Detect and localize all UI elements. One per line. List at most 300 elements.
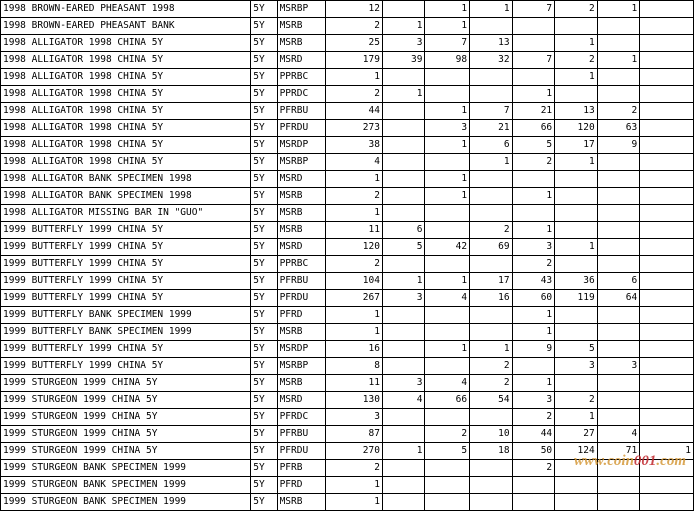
cell-c8[interactable] — [640, 392, 694, 409]
cell-period[interactable]: 5Y — [251, 1, 277, 18]
cell-c6[interactable]: 1 — [555, 154, 598, 171]
cell-c5[interactable]: 43 — [512, 273, 555, 290]
cell-c3[interactable]: 98 — [425, 52, 470, 69]
table-row[interactable] — [1, 222, 694, 239]
cell-c6[interactable]: 124 — [555, 443, 598, 460]
cell-desc[interactable]: 1998 ALLIGATOR BANK SPECIMEN 1998 — [1, 171, 251, 188]
cell-c2[interactable] — [382, 103, 425, 120]
cell-period[interactable]: 5Y — [251, 205, 277, 222]
cell-code[interactable]: PFRDU — [277, 443, 326, 460]
cell-c5[interactable]: 2 — [512, 460, 555, 477]
cell-c7[interactable] — [597, 69, 640, 86]
table-row[interactable] — [1, 273, 694, 290]
cell-c5[interactable]: 1 — [512, 375, 555, 392]
cell-c3[interactable] — [425, 256, 470, 273]
cell-c4[interactable] — [470, 18, 513, 35]
table-row[interactable] — [1, 477, 694, 494]
cell-c5[interactable] — [512, 358, 555, 375]
table-row[interactable] — [1, 35, 694, 52]
cell-c8[interactable] — [640, 120, 694, 137]
cell-code[interactable]: PFRBU — [277, 103, 326, 120]
cell-c7[interactable]: 1 — [597, 1, 640, 18]
table-row[interactable] — [1, 443, 694, 460]
cell-c4[interactable]: 54 — [470, 392, 513, 409]
cell-c3[interactable]: 1 — [425, 1, 470, 18]
cell-c6[interactable] — [555, 324, 598, 341]
table-row[interactable] — [1, 52, 694, 69]
cell-c2[interactable] — [382, 171, 425, 188]
table-row[interactable] — [1, 205, 694, 222]
cell-code[interactable]: MSRB — [277, 35, 326, 52]
cell-c7[interactable]: 9 — [597, 137, 640, 154]
cell-desc[interactable]: 1998 ALLIGATOR 1998 CHINA 5Y — [1, 154, 251, 171]
cell-c2[interactable] — [382, 494, 425, 511]
cell-code[interactable]: MSRD — [277, 171, 326, 188]
cell-c6[interactable]: 5 — [555, 341, 598, 358]
cell-c2[interactable] — [382, 341, 425, 358]
cell-c2[interactable]: 1 — [382, 18, 425, 35]
cell-c2[interactable] — [382, 426, 425, 443]
cell-desc[interactable]: 1999 BUTTERFLY 1999 CHINA 5Y — [1, 341, 251, 358]
cell-c3[interactable]: 4 — [425, 375, 470, 392]
cell-c8[interactable] — [640, 409, 694, 426]
table-row[interactable] — [1, 103, 694, 120]
cell-c2[interactable]: 1 — [382, 273, 425, 290]
cell-c5[interactable]: 1 — [512, 307, 555, 324]
cell-code[interactable]: MSRD — [277, 52, 326, 69]
cell-desc[interactable]: 1999 STURGEON 1999 CHINA 5Y — [1, 443, 251, 460]
table-row[interactable] — [1, 341, 694, 358]
cell-period[interactable]: 5Y — [251, 307, 277, 324]
cell-c2[interactable] — [382, 307, 425, 324]
cell-period[interactable]: 5Y — [251, 103, 277, 120]
cell-c3[interactable] — [425, 222, 470, 239]
cell-c4[interactable] — [470, 171, 513, 188]
cell-desc[interactable]: 1999 BUTTERFLY 1999 CHINA 5Y — [1, 256, 251, 273]
cell-c3[interactable]: 66 — [425, 392, 470, 409]
cell-c6[interactable] — [555, 86, 598, 103]
cell-desc[interactable]: 1998 ALLIGATOR 1998 CHINA 5Y — [1, 69, 251, 86]
cell-c6[interactable]: 27 — [555, 426, 598, 443]
cell-desc[interactable]: 1998 BROWN-EARED PHEASANT BANK — [1, 18, 251, 35]
cell-c6[interactable] — [555, 205, 598, 222]
cell-code[interactable]: PFRB — [277, 460, 326, 477]
cell-c5[interactable]: 2 — [512, 154, 555, 171]
cell-c1[interactable]: 25 — [326, 35, 383, 52]
table-row[interactable] — [1, 307, 694, 324]
cell-c7[interactable] — [597, 375, 640, 392]
cell-c4[interactable] — [470, 69, 513, 86]
cell-c1[interactable]: 1 — [326, 477, 383, 494]
cell-c3[interactable]: 7 — [425, 35, 470, 52]
cell-c3[interactable]: 4 — [425, 290, 470, 307]
cell-c7[interactable] — [597, 341, 640, 358]
cell-desc[interactable]: 1999 BUTTERFLY 1999 CHINA 5Y — [1, 273, 251, 290]
cell-desc[interactable]: 1998 ALLIGATOR 1998 CHINA 5Y — [1, 137, 251, 154]
cell-c5[interactable] — [512, 205, 555, 222]
cell-c8[interactable] — [640, 1, 694, 18]
cell-c1[interactable]: 4 — [326, 154, 383, 171]
cell-desc[interactable]: 1999 STURGEON 1999 CHINA 5Y — [1, 426, 251, 443]
cell-c5[interactable] — [512, 35, 555, 52]
cell-c4[interactable] — [470, 494, 513, 511]
cell-c1[interactable]: 1 — [326, 307, 383, 324]
cell-c4[interactable]: 1 — [470, 154, 513, 171]
cell-c8[interactable] — [640, 69, 694, 86]
cell-c2[interactable] — [382, 324, 425, 341]
cell-c3[interactable]: 1 — [425, 188, 470, 205]
cell-c4[interactable] — [470, 460, 513, 477]
cell-c4[interactable]: 2 — [470, 358, 513, 375]
cell-c6[interactable]: 2 — [555, 1, 598, 18]
cell-desc[interactable]: 1998 ALLIGATOR 1998 CHINA 5Y — [1, 35, 251, 52]
cell-c8[interactable] — [640, 171, 694, 188]
cell-c1[interactable]: 2 — [326, 460, 383, 477]
cell-c1[interactable]: 8 — [326, 358, 383, 375]
cell-c8[interactable] — [640, 307, 694, 324]
cell-c1[interactable]: 1 — [326, 324, 383, 341]
cell-c1[interactable]: 120 — [326, 239, 383, 256]
cell-c4[interactable]: 6 — [470, 137, 513, 154]
cell-period[interactable]: 5Y — [251, 35, 277, 52]
cell-c6[interactable]: 36 — [555, 273, 598, 290]
cell-c6[interactable] — [555, 460, 598, 477]
cell-c8[interactable] — [640, 460, 694, 477]
cell-code[interactable]: PFRBU — [277, 426, 326, 443]
cell-c2[interactable] — [382, 205, 425, 222]
cell-c8[interactable] — [640, 52, 694, 69]
cell-c2[interactable]: 3 — [382, 35, 425, 52]
cell-desc[interactable]: 1999 BUTTERFLY 1999 CHINA 5Y — [1, 290, 251, 307]
cell-c7[interactable] — [597, 188, 640, 205]
cell-code[interactable]: MSRD — [277, 239, 326, 256]
cell-c7[interactable]: 1 — [597, 52, 640, 69]
cell-c1[interactable]: 179 — [326, 52, 383, 69]
cell-c2[interactable] — [382, 358, 425, 375]
cell-code[interactable]: MSRB — [277, 188, 326, 205]
cell-c8[interactable] — [640, 154, 694, 171]
cell-c3[interactable] — [425, 205, 470, 222]
cell-c6[interactable] — [555, 171, 598, 188]
cell-c6[interactable] — [555, 494, 598, 511]
cell-desc[interactable]: 1998 BROWN-EARED PHEASANT 1998 — [1, 1, 251, 18]
cell-period[interactable]: 5Y — [251, 460, 277, 477]
cell-c6[interactable]: 120 — [555, 120, 598, 137]
cell-c1[interactable]: 1 — [326, 171, 383, 188]
cell-c7[interactable] — [597, 154, 640, 171]
cell-c4[interactable]: 69 — [470, 239, 513, 256]
cell-code[interactable]: MSRDP — [277, 341, 326, 358]
cell-c3[interactable]: 2 — [425, 426, 470, 443]
table-row[interactable] — [1, 1, 694, 18]
cell-c8[interactable] — [640, 86, 694, 103]
cell-c4[interactable] — [470, 256, 513, 273]
cell-c2[interactable]: 5 — [382, 239, 425, 256]
cell-period[interactable]: 5Y — [251, 137, 277, 154]
cell-period[interactable]: 5Y — [251, 341, 277, 358]
cell-c3[interactable]: 42 — [425, 239, 470, 256]
cell-c6[interactable]: 1 — [555, 409, 598, 426]
cell-code[interactable]: PFRD — [277, 307, 326, 324]
cell-code[interactable]: PFRDU — [277, 290, 326, 307]
cell-c1[interactable]: 16 — [326, 341, 383, 358]
cell-period[interactable]: 5Y — [251, 375, 277, 392]
cell-c1[interactable]: 3 — [326, 409, 383, 426]
cell-c2[interactable] — [382, 477, 425, 494]
cell-code[interactable]: MSRB — [277, 222, 326, 239]
cell-c1[interactable]: 2 — [326, 256, 383, 273]
table-row[interactable] — [1, 239, 694, 256]
cell-desc[interactable]: 1999 STURGEON BANK SPECIMEN 1999 — [1, 477, 251, 494]
cell-period[interactable]: 5Y — [251, 290, 277, 307]
cell-c7[interactable]: 71 — [597, 443, 640, 460]
cell-period[interactable]: 5Y — [251, 256, 277, 273]
cell-c5[interactable]: 2 — [512, 409, 555, 426]
cell-c4[interactable]: 16 — [470, 290, 513, 307]
cell-code[interactable]: MSRBP — [277, 1, 326, 18]
cell-c6[interactable]: 1 — [555, 35, 598, 52]
cell-c1[interactable]: 38 — [326, 137, 383, 154]
table-row[interactable] — [1, 171, 694, 188]
cell-c6[interactable]: 13 — [555, 103, 598, 120]
cell-c2[interactable]: 1 — [382, 443, 425, 460]
cell-desc[interactable]: 1999 BUTTERFLY 1999 CHINA 5Y — [1, 358, 251, 375]
cell-c2[interactable] — [382, 154, 425, 171]
cell-c8[interactable] — [640, 290, 694, 307]
cell-c3[interactable]: 3 — [425, 120, 470, 137]
cell-code[interactable]: PFRD — [277, 477, 326, 494]
cell-c4[interactable]: 32 — [470, 52, 513, 69]
cell-desc[interactable]: 1999 STURGEON 1999 CHINA 5Y — [1, 392, 251, 409]
cell-c8[interactable] — [640, 137, 694, 154]
cell-c4[interactable]: 2 — [470, 222, 513, 239]
cell-code[interactable]: PPRBC — [277, 69, 326, 86]
cell-period[interactable]: 5Y — [251, 409, 277, 426]
cell-code[interactable]: MSRD — [277, 392, 326, 409]
cell-period[interactable]: 5Y — [251, 273, 277, 290]
cell-c8[interactable] — [640, 494, 694, 511]
cell-c3[interactable] — [425, 307, 470, 324]
cell-desc[interactable]: 1998 ALLIGATOR BANK SPECIMEN 1998 — [1, 188, 251, 205]
cell-c6[interactable]: 1 — [555, 69, 598, 86]
cell-c6[interactable]: 3 — [555, 358, 598, 375]
cell-c7[interactable] — [597, 239, 640, 256]
cell-c2[interactable] — [382, 137, 425, 154]
cell-c2[interactable] — [382, 69, 425, 86]
cell-c6[interactable]: 2 — [555, 52, 598, 69]
cell-c6[interactable] — [555, 188, 598, 205]
cell-period[interactable]: 5Y — [251, 222, 277, 239]
cell-desc[interactable]: 1999 STURGEON BANK SPECIMEN 1999 — [1, 494, 251, 511]
cell-period[interactable]: 5Y — [251, 69, 277, 86]
cell-c1[interactable]: 2 — [326, 188, 383, 205]
cell-c5[interactable]: 2 — [512, 256, 555, 273]
cell-c6[interactable] — [555, 18, 598, 35]
cell-c2[interactable]: 3 — [382, 290, 425, 307]
cell-c4[interactable]: 7 — [470, 103, 513, 120]
cell-c2[interactable]: 3 — [382, 375, 425, 392]
cell-c5[interactable] — [512, 477, 555, 494]
cell-c3[interactable]: 1 — [425, 18, 470, 35]
table-row[interactable] — [1, 137, 694, 154]
cell-c1[interactable]: 11 — [326, 222, 383, 239]
cell-c5[interactable]: 1 — [512, 188, 555, 205]
cell-c1[interactable]: 2 — [326, 86, 383, 103]
cell-c7[interactable] — [597, 35, 640, 52]
cell-c4[interactable]: 10 — [470, 426, 513, 443]
cell-code[interactable]: MSRB — [277, 494, 326, 511]
cell-desc[interactable]: 1998 ALLIGATOR 1998 CHINA 5Y — [1, 120, 251, 137]
cell-desc[interactable]: 1998 ALLIGATOR MISSING BAR IN "GUO" — [1, 205, 251, 222]
cell-c8[interactable] — [640, 426, 694, 443]
cell-period[interactable]: 5Y — [251, 358, 277, 375]
cell-c3[interactable] — [425, 477, 470, 494]
cell-c8[interactable]: 1 — [640, 443, 694, 460]
cell-c8[interactable] — [640, 18, 694, 35]
cell-c4[interactable] — [470, 477, 513, 494]
cell-c6[interactable] — [555, 375, 598, 392]
cell-code[interactable]: MSRB — [277, 205, 326, 222]
cell-c8[interactable] — [640, 477, 694, 494]
table-row[interactable] — [1, 290, 694, 307]
cell-c5[interactable] — [512, 494, 555, 511]
cell-c4[interactable] — [470, 205, 513, 222]
cell-c2[interactable]: 39 — [382, 52, 425, 69]
cell-c1[interactable]: 267 — [326, 290, 383, 307]
cell-c7[interactable] — [597, 460, 640, 477]
cell-c8[interactable] — [640, 256, 694, 273]
cell-c5[interactable]: 66 — [512, 120, 555, 137]
cell-desc[interactable]: 1998 ALLIGATOR 1998 CHINA 5Y — [1, 52, 251, 69]
cell-c7[interactable]: 6 — [597, 273, 640, 290]
cell-code[interactable]: PPRBC — [277, 256, 326, 273]
cell-c3[interactable] — [425, 154, 470, 171]
cell-c5[interactable] — [512, 69, 555, 86]
cell-c2[interactable] — [382, 1, 425, 18]
cell-c8[interactable] — [640, 358, 694, 375]
cell-period[interactable]: 5Y — [251, 120, 277, 137]
cell-code[interactable]: MSRB — [277, 375, 326, 392]
cell-c1[interactable]: 1 — [326, 69, 383, 86]
cell-code[interactable]: MSRBP — [277, 154, 326, 171]
cell-code[interactable]: PFRDU — [277, 120, 326, 137]
cell-c1[interactable]: 44 — [326, 103, 383, 120]
table-row[interactable] — [1, 409, 694, 426]
cell-c1[interactable]: 273 — [326, 120, 383, 137]
cell-c1[interactable]: 130 — [326, 392, 383, 409]
table-row[interactable] — [1, 324, 694, 341]
cell-c8[interactable] — [640, 375, 694, 392]
cell-c8[interactable] — [640, 324, 694, 341]
cell-desc[interactable]: 1999 STURGEON 1999 CHINA 5Y — [1, 375, 251, 392]
cell-period[interactable]: 5Y — [251, 426, 277, 443]
table-row[interactable] — [1, 188, 694, 205]
cell-c2[interactable]: 4 — [382, 392, 425, 409]
cell-c4[interactable]: 17 — [470, 273, 513, 290]
cell-c5[interactable] — [512, 18, 555, 35]
cell-c3[interactable]: 1 — [425, 137, 470, 154]
cell-c7[interactable] — [597, 222, 640, 239]
table-row[interactable] — [1, 69, 694, 86]
cell-period[interactable]: 5Y — [251, 443, 277, 460]
cell-period[interactable]: 5Y — [251, 188, 277, 205]
cell-c6[interactable]: 119 — [555, 290, 598, 307]
cell-c4[interactable]: 1 — [470, 341, 513, 358]
cell-c7[interactable] — [597, 409, 640, 426]
cell-c3[interactable]: 5 — [425, 443, 470, 460]
cell-c7[interactable] — [597, 86, 640, 103]
cell-c5[interactable]: 44 — [512, 426, 555, 443]
cell-c1[interactable]: 12 — [326, 1, 383, 18]
cell-c5[interactable]: 1 — [512, 222, 555, 239]
cell-c8[interactable] — [640, 103, 694, 120]
cell-period[interactable]: 5Y — [251, 477, 277, 494]
cell-code[interactable]: MSRB — [277, 18, 326, 35]
cell-c7[interactable] — [597, 324, 640, 341]
cell-period[interactable]: 5Y — [251, 86, 277, 103]
table-row[interactable] — [1, 86, 694, 103]
cell-c3[interactable] — [425, 409, 470, 426]
cell-c7[interactable] — [597, 205, 640, 222]
cell-c1[interactable]: 1 — [326, 494, 383, 511]
cell-c7[interactable] — [597, 392, 640, 409]
cell-c7[interactable]: 4 — [597, 426, 640, 443]
table-row[interactable] — [1, 375, 694, 392]
cell-period[interactable]: 5Y — [251, 52, 277, 69]
cell-c4[interactable] — [470, 324, 513, 341]
cell-c6[interactable] — [555, 256, 598, 273]
cell-c3[interactable] — [425, 460, 470, 477]
cell-c5[interactable]: 60 — [512, 290, 555, 307]
cell-period[interactable]: 5Y — [251, 324, 277, 341]
cell-c4[interactable]: 2 — [470, 375, 513, 392]
cell-c5[interactable]: 1 — [512, 324, 555, 341]
cell-c4[interactable] — [470, 86, 513, 103]
table-row[interactable] — [1, 154, 694, 171]
cell-c3[interactable] — [425, 86, 470, 103]
cell-c3[interactable] — [425, 358, 470, 375]
cell-c5[interactable] — [512, 171, 555, 188]
cell-period[interactable]: 5Y — [251, 494, 277, 511]
cell-c1[interactable]: 87 — [326, 426, 383, 443]
table-row[interactable] — [1, 392, 694, 409]
cell-c1[interactable]: 2 — [326, 18, 383, 35]
cell-c5[interactable]: 50 — [512, 443, 555, 460]
cell-c8[interactable] — [640, 188, 694, 205]
cell-c5[interactable]: 9 — [512, 341, 555, 358]
cell-c1[interactable]: 104 — [326, 273, 383, 290]
cell-desc[interactable]: 1999 STURGEON BANK SPECIMEN 1999 — [1, 460, 251, 477]
cell-c8[interactable] — [640, 205, 694, 222]
cell-desc[interactable]: 1999 BUTTERFLY 1999 CHINA 5Y — [1, 222, 251, 239]
cell-period[interactable]: 5Y — [251, 392, 277, 409]
cell-code[interactable]: PFRDC — [277, 409, 326, 426]
cell-c7[interactable]: 63 — [597, 120, 640, 137]
cell-code[interactable]: PFRBU — [277, 273, 326, 290]
table-row[interactable] — [1, 460, 694, 477]
cell-code[interactable]: MSRB — [277, 324, 326, 341]
cell-c7[interactable] — [597, 477, 640, 494]
cell-c4[interactable]: 13 — [470, 35, 513, 52]
cell-c5[interactable]: 1 — [512, 86, 555, 103]
cell-c5[interactable]: 3 — [512, 239, 555, 256]
cell-c1[interactable]: 270 — [326, 443, 383, 460]
table-row[interactable] — [1, 358, 694, 375]
cell-c8[interactable] — [640, 35, 694, 52]
cell-period[interactable]: 5Y — [251, 18, 277, 35]
cell-c4[interactable] — [470, 307, 513, 324]
cell-c6[interactable] — [555, 307, 598, 324]
